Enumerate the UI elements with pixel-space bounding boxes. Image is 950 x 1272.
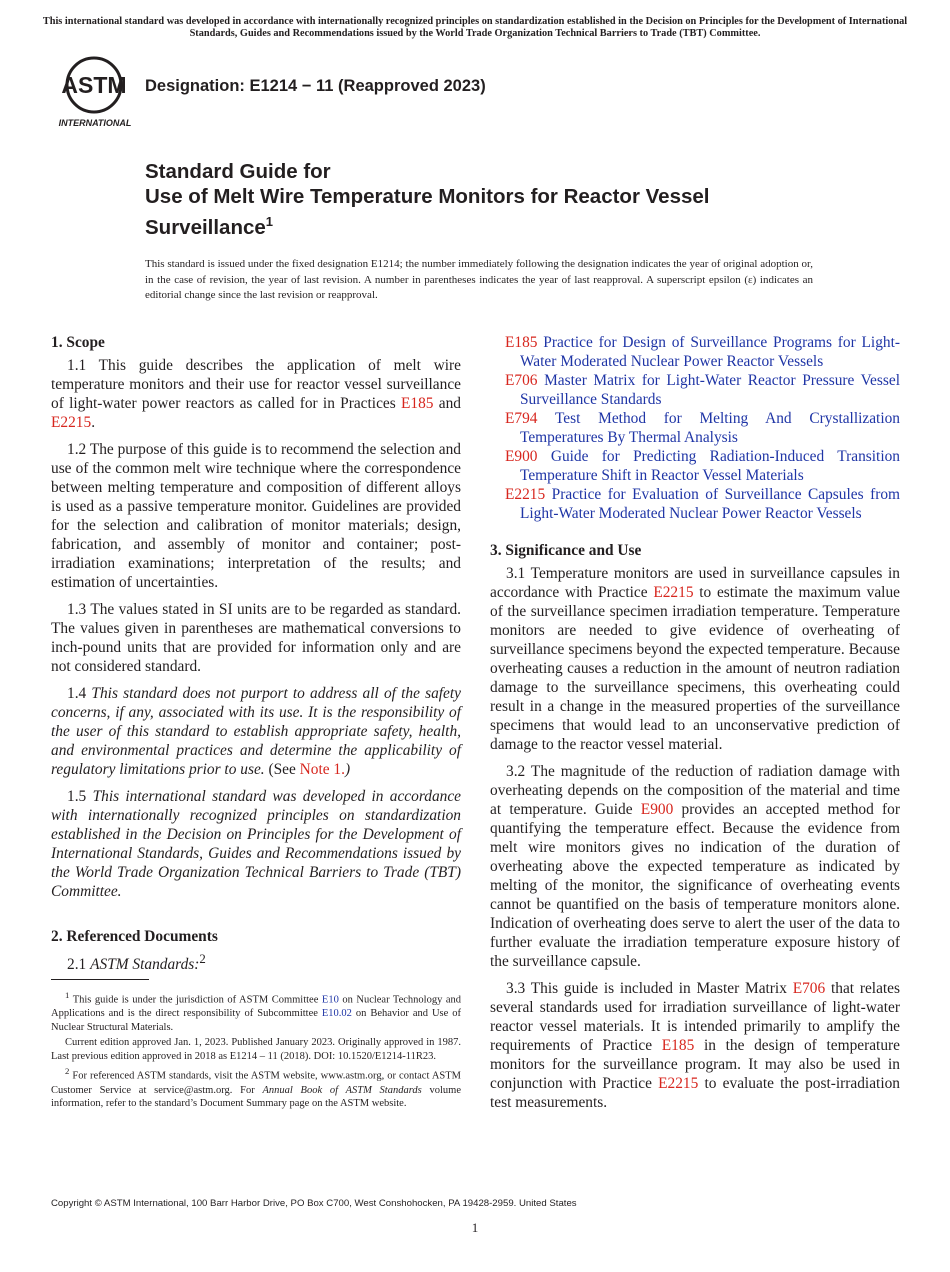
astm-logo-icon [54,54,136,130]
left-column [51,333,461,982]
para-3-1: 3.1 Temperature monitors are used in surveillance capsules in accordance with Practice E2215 to estimate the maximum value of the surveillance specimen irradiation temperature. Temperature monitors are needed to give evidence of overheating of surveillance specimens beyond the expected temperature. Because overheating causes a reduction in the amount of neutron radiation damage to the surveillance specimens, this overheating could result in a change in the measured properties of the surveillance specimens that would lead to an unconservative prediction of damage to the reactor vessel material. [490,565,900,753]
ref-code-e706[interactable]: E706 [505,372,538,389]
issue-note: This standard is issued under the fixed designation E1214; the number immediately following the designation indicates the year of original adoption or, in the case of revision, the year of last revision. A number in parentheses indicates the year of last reapproval. A superscript epsilon (ε) indicates an editorial change since the last revision or reapproval. [145,258,813,301]
section-heading-significance: 3. Significance and Use [490,542,642,559]
link-e10-02[interactable]: E10.02 [321,1008,352,1020]
para-1-1: 1.1 This guide describes the application of melt wire temperature monitors and their use for reactor vessel surveillance of light-water power reactors as called for in Practices E185 and E2215. [51,357,461,431]
para-3-3: 3.3 This guide is included in Master Matrix E706 that relates several standards used for irradiation surveillance of light-water reactor vessel materials. It is intended primarily to amplify the requirements of Practice E185 in the design of temperature monitors for the surveillance program. It may also be used in conjunction with Practice E2215 to evaluate the post-irradiation test measurements. [490,980,901,1111]
page-number: 1 [471,1220,479,1235]
wto-notice: This international standard was developed in accordance with internationally recognized principles on standardization established in the Decision on Principles for the Development of International Standards, Guides and Recommendations issued by the World Trade Organization Technical Barriers to Trade (TBT) Committee. [42,16,908,39]
ref-code-e794[interactable]: E794 [505,410,538,427]
document-title [145,159,845,240]
designation: Designation: E1214 − 11 (Reapproved 2023) [145,77,486,95]
link-e10[interactable]: E10 [321,994,339,1006]
ref-title[interactable]: Practice for Evaluation of Surveillance Capsules from Light-Water Moderated Nuclear Power Reactor Vessels [520,486,900,522]
ref-item [490,371,900,409]
para-3-2: 3.2 The magnitude of the reduction of radiation damage with overheating depends on the composition of the material and time at temperature. Guide E900 provides an accepted method for quantifying the temperature effect. Because the evidence from melt wire monitors gives no indication of the duration of overheating above the expected temperature as indicated by melting of the monitor, the significance of overheating events cannot be quantified on the basis of temperature monitors alone. Indication of overheating does serve to alert the user of the data to further evaluate the irradiation temperature exposure history of the surveillance capsule. [490,763,900,970]
footnote-1: $^1$ This guide is under the jurisdiction of ASTM Committee E10 on Nuclear Technology and Applications and is the direct responsibility of Subcommittee E10.02 on Behavior and Use of Nuclear Structural Materials. [51,990,462,1033]
link-note-1[interactable]: Note 1. [299,761,345,778]
ref-code-e900[interactable]: E900 [505,448,538,465]
footnote-1-edition: Current edition approved Jan. 1, 2023. Published January 2023. Originally approved in 1987. Last previous edition approved in 2018 as E1214 – 11 (2018). DOI: 10.1520/E1214-11R23. [51,1037,461,1062]
link-e900[interactable]: E900 [640,801,674,818]
link-e2215[interactable]: E2215 [653,584,694,601]
para-1-3: 1.3 The values stated in SI units are to be regarded as standard. The values given in parentheses are mathematical conversions to inch-pound units that are provided for information only and are not considered standard. [51,601,461,675]
astm-logo [54,54,136,130]
footnote-2: $^2$ For referenced ASTM standards, visit the ASTM website, www.astm.org, or contact ASTM Customer Service at service@astm.org. For Annual Book of ASTM Standards volume information, refer to the standard’s Document Summary page on the ASTM website. [51,1066,461,1110]
ref-title[interactable]: Test Method for Melting And Crystallization Temperatures By Thermal Analysis [520,410,900,446]
ref-title[interactable]: Guide for Predicting Radiation-Induced Transition Temperature Shift in Reactor Vessel Materials [520,448,900,484]
ref-title[interactable]: Practice for Design of Surveillance Programs for Light-Water Moderated Nuclear Power Reactor Vessels [520,334,900,370]
section-heading-referenced-documents: 2. Referenced Documents [51,928,218,945]
link-e185[interactable]: E185 [661,1037,695,1054]
section-heading-scope: 1. Scope [51,334,105,351]
referenced-standards-list [490,333,900,523]
ref-item [490,485,900,523]
title-line-3: Surveillance$^1$ [145,214,274,239]
link-e185[interactable]: E185 [401,395,434,412]
para-1-2: 1.2 The purpose of this guide is to recommend the selection and use of the common melt wire technique where the correspondence between melting temperature and composition of different alloys is used as a passive temperature monitor. Guidelines are provided for the selection and calibration of monitor materials; design, fabrication, and assembly of monitor and container; post-irradiation examinations; interpretation of the results; and estimation of uncertainties. [51,441,461,591]
copyright-notice: Copyright © ASTM International, 100 Barr Harbor Drive, PO Box C700, West Conshohocken, PA 19428-2959. United States [51,1198,577,1209]
right-column [490,333,900,1120]
footnote-divider [51,979,149,980]
title-footnote-mark[interactable]: 1 [265,214,274,229]
link-e706[interactable]: E706 [792,980,826,997]
footnote-mark-2[interactable]: 2 [199,952,206,966]
logo-subtext: INTERNATIONAL [58,118,132,128]
footnotes [51,989,461,1113]
ref-item [490,447,900,485]
ref-item [490,333,900,371]
ref-code-e185[interactable]: E185 [505,334,538,351]
title-line-2: Use of Melt Wire Temperature Monitors for Reactor Vessel [145,185,710,208]
ref-item [490,409,900,447]
link-e2215[interactable]: E2215 [51,414,92,431]
para-2-1: 2.1 ASTM Standards:$^2$ [67,952,206,974]
link-e2215[interactable]: E2215 [658,1075,699,1092]
title-line-1: Standard Guide for [145,160,331,183]
ref-code-e2215[interactable]: E2215 [505,486,546,503]
ref-title[interactable]: Master Matrix for Light-Water Reactor Pressure Vessel Surveillance Standards [520,372,900,408]
para-1-4: 1.4 This standard does not purport to address all of the safety concerns, if any, associated with its use. It is the responsibility of the user of this standard to establish appropriate safety, health, and environmental practices and determine the applicability of regulatory limitations prior to use. (See Note 1.) [51,685,461,778]
para-1-5: 1.5 This international standard was developed in accordance with internationally recognized principles on standardization established in the Decision on Principles for the Development of International Standards, Guides and Recommendations issued by the World Trade Organization Technical Barriers to Trade (TBT) Committee. [51,788,461,900]
logo-text: ASTM [61,72,127,98]
